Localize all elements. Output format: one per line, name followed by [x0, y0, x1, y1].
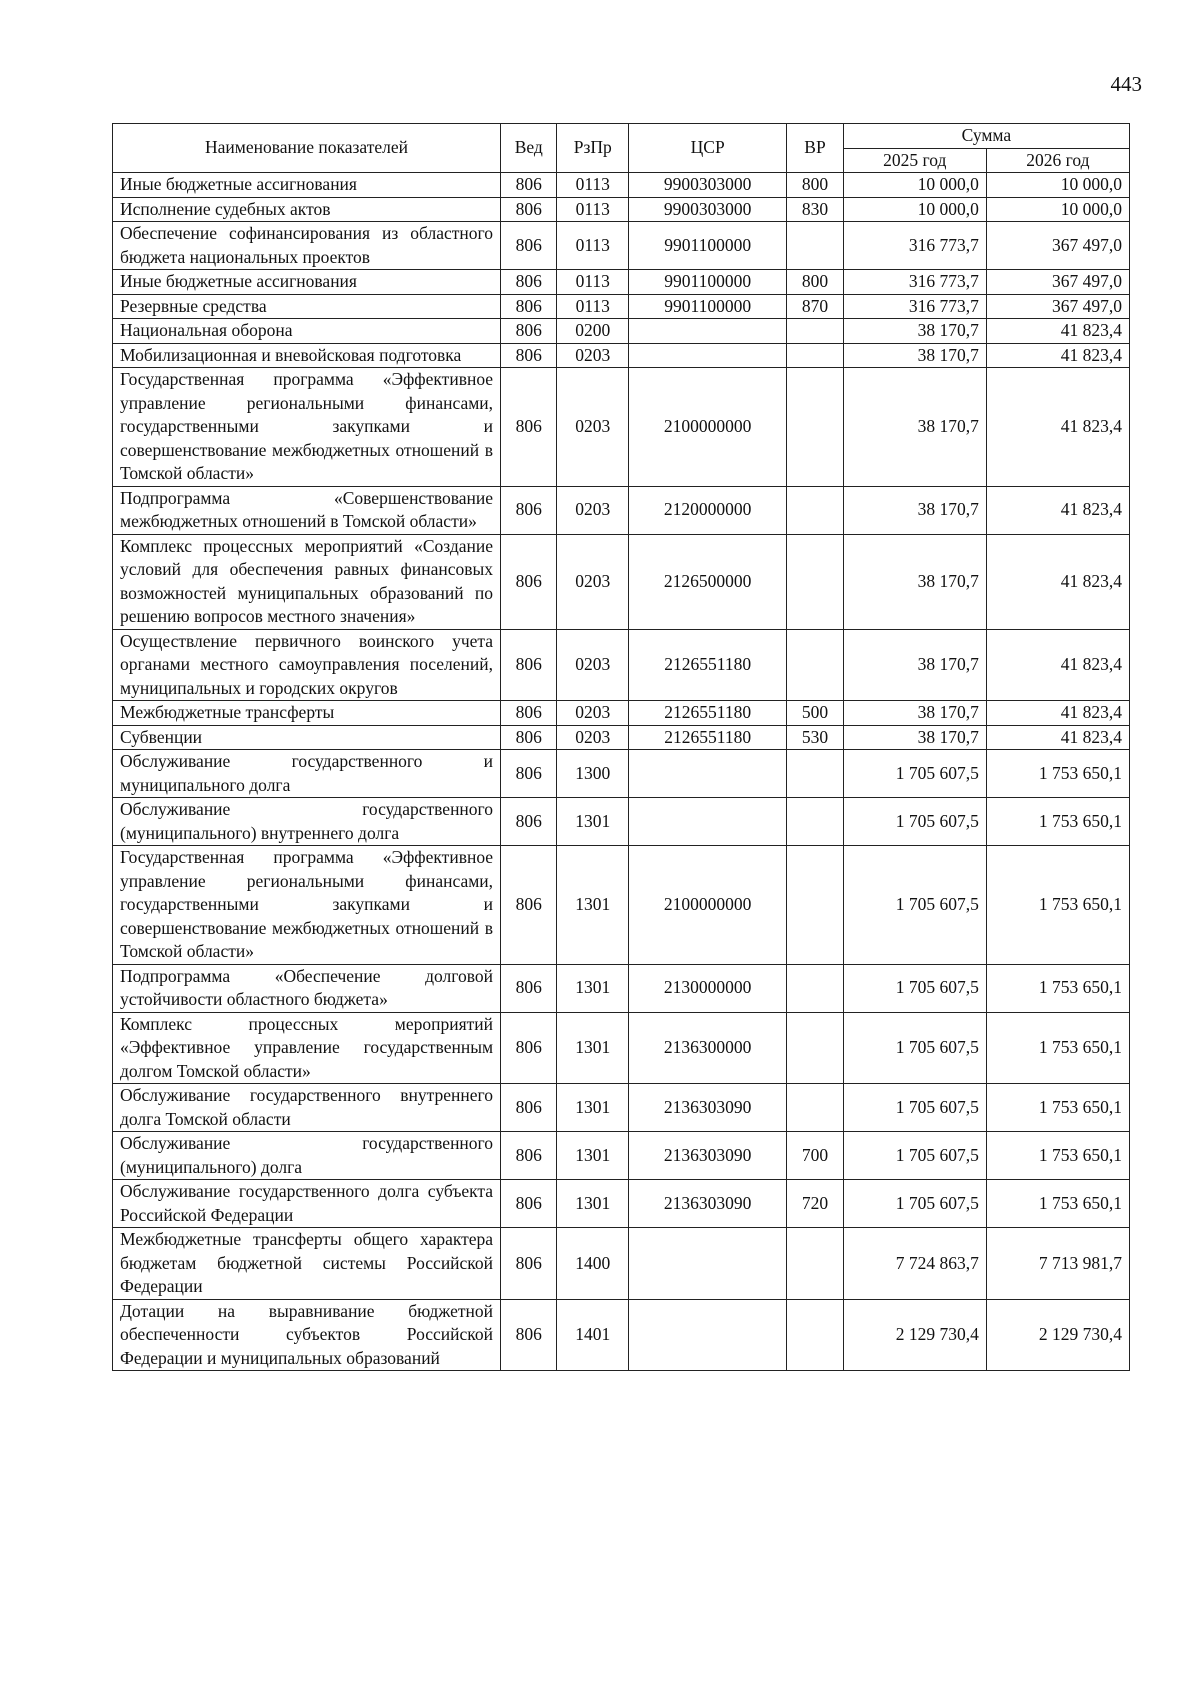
cell-ved: 806	[501, 1180, 557, 1228]
cell-csr	[629, 750, 787, 798]
table-row	[113, 725, 1130, 750]
cell-vr: 870	[787, 294, 843, 319]
cell-ved: 806	[501, 750, 557, 798]
cell-rzpr: 1301	[557, 846, 629, 965]
cell-ved: 806	[501, 798, 557, 846]
cell-name: Иные бюджетные ассигнования	[113, 173, 501, 198]
table-row	[113, 534, 1130, 629]
cell-y2026: 1 753 650,1	[986, 964, 1129, 1012]
cell-y2026: 41 823,4	[986, 629, 1129, 701]
cell-ved: 806	[501, 343, 557, 368]
cell-name: Подпрограмма «Совершенствование межбюджетных отношений в Томской области»	[113, 486, 501, 534]
cell-vr	[787, 1228, 843, 1300]
cell-csr	[629, 1299, 787, 1371]
cell-y2026: 41 823,4	[986, 368, 1129, 487]
cell-y2026: 41 823,4	[986, 701, 1129, 726]
cell-y2026: 1 753 650,1	[986, 1012, 1129, 1084]
cell-y2026: 367 497,0	[986, 270, 1129, 295]
cell-ved: 806	[501, 964, 557, 1012]
cell-ved: 806	[501, 368, 557, 487]
cell-csr	[629, 798, 787, 846]
cell-csr: 2126500000	[629, 534, 787, 629]
cell-y2025: 1 705 607,5	[843, 1012, 986, 1084]
table-row	[113, 343, 1130, 368]
cell-name: Межбюджетные трансферты общего характера бюджетам бюджетной системы Российской Федерации	[113, 1228, 501, 1300]
cell-y2025: 38 170,7	[843, 629, 986, 701]
table-body	[113, 173, 1130, 1371]
cell-csr: 9901100000	[629, 270, 787, 295]
cell-vr: 800	[787, 270, 843, 295]
cell-y2026: 367 497,0	[986, 294, 1129, 319]
cell-csr: 2136303090	[629, 1084, 787, 1132]
cell-y2025: 38 170,7	[843, 343, 986, 368]
cell-y2026: 2 129 730,4	[986, 1299, 1129, 1371]
cell-y2025: 38 170,7	[843, 725, 986, 750]
cell-csr: 2100000000	[629, 368, 787, 487]
cell-ved: 806	[501, 1299, 557, 1371]
cell-csr	[629, 343, 787, 368]
cell-csr: 2130000000	[629, 964, 787, 1012]
cell-csr: 9900303000	[629, 173, 787, 198]
budget-table	[112, 123, 1130, 1371]
cell-name: Осуществление первичного воинского учета органами местного самоуправления поселений, муниципальных и городских округов	[113, 629, 501, 701]
table-row	[113, 750, 1130, 798]
cell-ved: 806	[501, 197, 557, 222]
cell-y2026: 10 000,0	[986, 197, 1129, 222]
cell-csr: 2136303090	[629, 1132, 787, 1180]
cell-y2025: 2 129 730,4	[843, 1299, 986, 1371]
cell-rzpr: 0113	[557, 294, 629, 319]
cell-y2026: 1 753 650,1	[986, 1180, 1129, 1228]
table-row	[113, 846, 1130, 965]
cell-y2025: 1 705 607,5	[843, 798, 986, 846]
header-vr: ВР	[787, 124, 843, 173]
cell-ved: 806	[501, 1132, 557, 1180]
cell-rzpr: 0203	[557, 629, 629, 701]
cell-ved: 806	[501, 294, 557, 319]
cell-y2025: 1 705 607,5	[843, 1132, 986, 1180]
page-number: 443	[1110, 72, 1142, 96]
cell-y2026: 7 713 981,7	[986, 1228, 1129, 1300]
header-ved: Вед	[501, 124, 557, 173]
cell-rzpr: 0200	[557, 319, 629, 344]
cell-vr	[787, 343, 843, 368]
cell-rzpr: 1400	[557, 1228, 629, 1300]
table-row	[113, 294, 1130, 319]
cell-vr	[787, 964, 843, 1012]
cell-name: Иные бюджетные ассигнования	[113, 270, 501, 295]
cell-csr	[629, 1228, 787, 1300]
cell-rzpr: 0203	[557, 701, 629, 726]
cell-name: Государственная программа «Эффективное управление региональными финансами, государственными закупками и совершенствование межбюджетных отношений в Томской области»	[113, 368, 501, 487]
cell-vr: 720	[787, 1180, 843, 1228]
cell-vr	[787, 1084, 843, 1132]
cell-rzpr: 0113	[557, 222, 629, 270]
table-row	[113, 1299, 1130, 1371]
cell-vr	[787, 319, 843, 344]
table-row	[113, 486, 1130, 534]
cell-y2026: 1 753 650,1	[986, 1084, 1129, 1132]
cell-y2025: 1 705 607,5	[843, 1084, 986, 1132]
cell-name: Обслуживание государственного долга субъекта Российской Федерации	[113, 1180, 501, 1228]
header-csr: ЦСР	[629, 124, 787, 173]
cell-csr: 2126551180	[629, 725, 787, 750]
cell-rzpr: 1301	[557, 964, 629, 1012]
cell-y2026: 1 753 650,1	[986, 798, 1129, 846]
table-row	[113, 1180, 1130, 1228]
header-rzpr: РзПр	[557, 124, 629, 173]
cell-ved: 806	[501, 173, 557, 198]
cell-y2025: 1 705 607,5	[843, 846, 986, 965]
cell-csr	[629, 319, 787, 344]
cell-name: Комплекс процессных мероприятий «Эффективное управление государственным долгом Томской области»	[113, 1012, 501, 1084]
cell-vr	[787, 368, 843, 487]
cell-name: Национальная оборона	[113, 319, 501, 344]
table-row	[113, 629, 1130, 701]
cell-y2025: 316 773,7	[843, 294, 986, 319]
cell-vr	[787, 846, 843, 965]
cell-y2026: 1 753 650,1	[986, 846, 1129, 965]
cell-vr	[787, 750, 843, 798]
cell-name: Межбюджетные трансферты	[113, 701, 501, 726]
header-sum: Сумма	[843, 124, 1129, 149]
table-header-row	[113, 124, 1130, 149]
cell-name: Обслуживание государственного внутреннего долга Томской области	[113, 1084, 501, 1132]
cell-csr: 2126551180	[629, 629, 787, 701]
cell-y2026: 41 823,4	[986, 319, 1129, 344]
table-row	[113, 964, 1130, 1012]
cell-name: Обслуживание государственного (муниципального) внутреннего долга	[113, 798, 501, 846]
cell-rzpr: 1301	[557, 1132, 629, 1180]
cell-vr	[787, 629, 843, 701]
cell-vr	[787, 1012, 843, 1084]
table-row	[113, 319, 1130, 344]
cell-rzpr: 0113	[557, 197, 629, 222]
cell-rzpr: 1401	[557, 1299, 629, 1371]
cell-y2025: 38 170,7	[843, 701, 986, 726]
cell-name: Комплекс процессных мероприятий «Создание условий для обеспечения равных финансовых возможностей муниципальных образований по решению вопросов местного значения»	[113, 534, 501, 629]
cell-y2025: 1 705 607,5	[843, 750, 986, 798]
cell-y2026: 41 823,4	[986, 343, 1129, 368]
table-row	[113, 1084, 1130, 1132]
cell-vr	[787, 486, 843, 534]
cell-vr	[787, 1299, 843, 1371]
cell-csr: 2100000000	[629, 846, 787, 965]
cell-y2025: 7 724 863,7	[843, 1228, 986, 1300]
cell-vr	[787, 222, 843, 270]
cell-y2026: 41 823,4	[986, 725, 1129, 750]
cell-ved: 806	[501, 1228, 557, 1300]
cell-y2025: 38 170,7	[843, 319, 986, 344]
cell-vr: 700	[787, 1132, 843, 1180]
cell-name: Обслуживание государственного (муниципального) долга	[113, 1132, 501, 1180]
cell-ved: 806	[501, 725, 557, 750]
cell-y2026: 41 823,4	[986, 486, 1129, 534]
cell-ved: 806	[501, 1012, 557, 1084]
cell-name: Обслуживание государственного и муниципального долга	[113, 750, 501, 798]
cell-y2026: 10 000,0	[986, 173, 1129, 198]
cell-y2025: 38 170,7	[843, 534, 986, 629]
cell-ved: 806	[501, 319, 557, 344]
cell-rzpr: 1301	[557, 1012, 629, 1084]
cell-rzpr: 0203	[557, 725, 629, 750]
cell-rzpr: 1301	[557, 1084, 629, 1132]
cell-rzpr: 0113	[557, 270, 629, 295]
cell-y2025: 10 000,0	[843, 173, 986, 198]
cell-name: Обеспечение софинансирования из областного бюджета национальных проектов	[113, 222, 501, 270]
cell-ved: 806	[501, 629, 557, 701]
cell-y2026: 41 823,4	[986, 534, 1129, 629]
cell-vr: 830	[787, 197, 843, 222]
table-row	[113, 1132, 1130, 1180]
table-row	[113, 1228, 1130, 1300]
cell-ved: 806	[501, 701, 557, 726]
cell-name: Подпрограмма «Обеспечение долговой устойчивости областного бюджета»	[113, 964, 501, 1012]
cell-vr	[787, 798, 843, 846]
cell-name: Мобилизационная и вневойсковая подготовка	[113, 343, 501, 368]
cell-rzpr: 0113	[557, 173, 629, 198]
cell-y2025: 1 705 607,5	[843, 964, 986, 1012]
cell-rzpr: 1300	[557, 750, 629, 798]
cell-rzpr: 0203	[557, 343, 629, 368]
cell-ved: 806	[501, 534, 557, 629]
header-name: Наименование показателей	[113, 124, 501, 173]
header-2025: 2025 год	[843, 148, 986, 173]
cell-vr: 530	[787, 725, 843, 750]
cell-y2026: 367 497,0	[986, 222, 1129, 270]
cell-y2025: 316 773,7	[843, 270, 986, 295]
cell-name: Резервные средства	[113, 294, 501, 319]
cell-vr	[787, 534, 843, 629]
cell-ved: 806	[501, 486, 557, 534]
cell-y2025: 1 705 607,5	[843, 1180, 986, 1228]
cell-ved: 806	[501, 222, 557, 270]
table-row	[113, 197, 1130, 222]
cell-csr: 9900303000	[629, 197, 787, 222]
cell-rzpr: 0203	[557, 368, 629, 487]
cell-csr: 2126551180	[629, 701, 787, 726]
cell-name: Государственная программа «Эффективное управление региональными финансами, государственными закупками и совершенствование межбюджетных отношений в Томской области»	[113, 846, 501, 965]
table-row	[113, 368, 1130, 487]
cell-name: Субвенции	[113, 725, 501, 750]
cell-y2026: 1 753 650,1	[986, 1132, 1129, 1180]
cell-rzpr: 0203	[557, 486, 629, 534]
cell-ved: 806	[501, 270, 557, 295]
cell-y2025: 38 170,7	[843, 368, 986, 487]
table-row	[113, 798, 1130, 846]
cell-csr: 2120000000	[629, 486, 787, 534]
cell-y2026: 1 753 650,1	[986, 750, 1129, 798]
cell-y2025: 38 170,7	[843, 486, 986, 534]
cell-csr: 9901100000	[629, 222, 787, 270]
header-2026: 2026 год	[986, 148, 1129, 173]
table-row	[113, 270, 1130, 295]
cell-csr: 9901100000	[629, 294, 787, 319]
table-row	[113, 222, 1130, 270]
cell-rzpr: 0203	[557, 534, 629, 629]
cell-vr: 500	[787, 701, 843, 726]
cell-csr: 2136300000	[629, 1012, 787, 1084]
cell-y2025: 10 000,0	[843, 197, 986, 222]
cell-rzpr: 1301	[557, 798, 629, 846]
table-row	[113, 173, 1130, 198]
cell-ved: 806	[501, 1084, 557, 1132]
cell-name: Дотации на выравнивание бюджетной обеспеченности субъектов Российской Федерации и муниципальных образований	[113, 1299, 501, 1371]
cell-y2025: 316 773,7	[843, 222, 986, 270]
table-row	[113, 701, 1130, 726]
table-row	[113, 1012, 1130, 1084]
cell-rzpr: 1301	[557, 1180, 629, 1228]
cell-ved: 806	[501, 846, 557, 965]
cell-csr: 2136303090	[629, 1180, 787, 1228]
cell-name: Исполнение судебных актов	[113, 197, 501, 222]
cell-vr: 800	[787, 173, 843, 198]
